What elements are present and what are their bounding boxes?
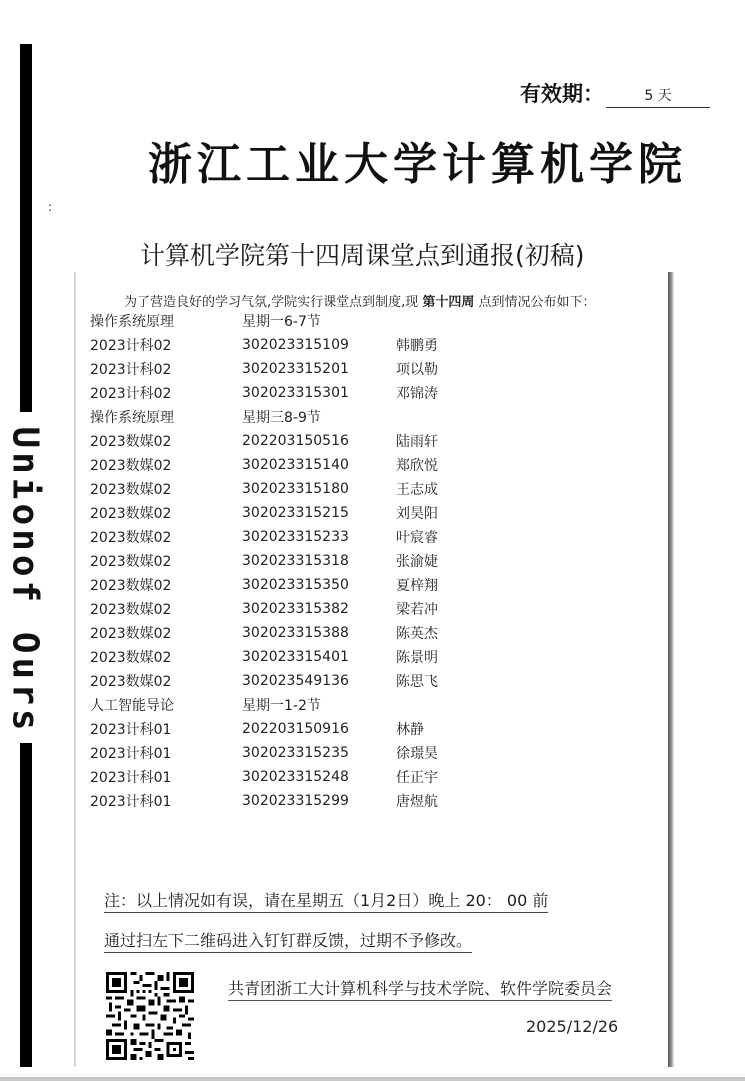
student-row [90,741,510,765]
student-id: 302023315382 [242,601,349,617]
student-row [90,333,510,357]
student-row [90,477,510,501]
course-name: 人工智能导论 [90,698,174,714]
student-id: 302023315201 [242,361,349,377]
student-class: 2023计科01 [90,746,172,762]
student-row [90,573,510,597]
student-class: 2023计科02 [90,386,172,402]
student-name: 陆雨轩 [396,434,438,450]
student-class: 2023数媒02 [90,530,172,546]
student-row [90,525,510,549]
committee-signature: 共青团浙工大计算机科学与技术学院、软件学院委员会 [228,978,612,1001]
student-class: 2023计科01 [90,770,172,786]
student-name: 邓锦涛 [396,386,438,402]
student-name: 叶宸睿 [396,530,438,546]
student-name: 王志成 [396,482,438,498]
student-class: 2023计科02 [90,338,172,354]
student-row [90,717,510,741]
section-header [90,405,510,429]
student-id: 302023315299 [242,793,349,809]
student-class: 2023计科02 [90,362,172,378]
student-class: 2023数媒02 [90,458,172,474]
student-class: 2023数媒02 [90,506,172,522]
student-row [90,789,510,813]
student-id: 302023315350 [242,577,349,593]
student-row [90,621,510,645]
student-id: 302023315248 [242,769,349,785]
student-id: 302023549136 [242,673,349,689]
vertical-brand-text: Unionof Ours [4,425,46,735]
student-row [90,669,510,693]
course-time: 星期一6-7节 [242,314,321,330]
student-id: 302023315233 [242,529,349,545]
intro-before: 为了营造良好的学习气氛,学院实行课堂点到制度,现 [124,295,423,310]
course-name: 操作系统原理 [90,410,174,426]
student-class: 2023数媒02 [90,578,172,594]
bottom-border [0,1077,745,1081]
student-id: 302023315109 [242,337,349,353]
student-id: 302023315180 [242,481,349,497]
student-id: 302023315401 [242,649,349,665]
student-name: 陈英杰 [396,626,438,642]
school-title: 浙江工业大学计算机学院 [148,139,687,190]
course-time: 星期三8-9节 [242,410,321,426]
student-row [90,429,510,453]
student-id: 302023315388 [242,625,349,641]
student-class: 2023数媒02 [90,602,172,618]
student-name: 唐煜航 [396,794,438,810]
note-line-1: 注：以上情况如有误，请在星期五（1月2日）晚上 20： 00 前 [104,890,548,913]
student-id: 302023315318 [242,553,349,569]
student-class: 2023计科01 [90,722,172,738]
student-id: 302023315140 [242,457,349,473]
student-row [90,501,510,525]
student-class: 2023数媒02 [90,674,172,690]
student-row [90,357,510,381]
student-name: 夏梓翔 [396,578,438,594]
student-id: 202203150916 [242,721,349,737]
student-id: 302023315215 [242,505,349,521]
student-name: 梁若冲 [396,602,438,618]
left-bar-bottom [20,743,32,1067]
student-row [90,381,510,405]
student-name: 徐璟昊 [396,746,438,762]
student-class: 2023数媒02 [90,554,172,570]
student-name: 韩鹏勇 [396,338,438,354]
student-class: 2023数媒02 [90,650,172,666]
student-name: 张渝婕 [396,554,438,570]
student-id: 302023315235 [242,745,349,761]
student-name: 刘昊阳 [396,506,438,522]
student-class: 2023数媒02 [90,626,172,642]
qr-code-icon[interactable] [106,972,194,1060]
course-time: 星期一1-2节 [242,698,321,714]
validity [520,78,710,108]
student-name: 郑欣悦 [396,458,438,474]
student-row [90,597,510,621]
student-class: 2023数媒02 [90,482,172,498]
student-name: 林静 [396,722,424,738]
validity-label: 有效期： [520,82,604,106]
student-name: 项以勒 [396,362,438,378]
section-header [90,309,510,333]
student-name: 任正宇 [396,770,438,786]
student-name: 陈思飞 [396,674,438,690]
course-name: 操作系统原理 [90,314,174,330]
student-id: 302023315301 [242,385,349,401]
student-row [90,453,510,477]
paper-edge-shadow [668,272,674,1067]
student-row [90,549,510,573]
intro-after: 点到情况公布如下： [474,295,596,310]
attendance-roster [90,309,510,813]
student-class: 2023数媒02 [90,434,172,450]
student-row [90,645,510,669]
note-line-2: 通过扫左下二维码进入钉钉群反馈，过期不予修改。 [104,930,472,953]
issue-date: 2025/12/26 [526,1017,619,1036]
intro-week: 第十四周 [422,295,475,310]
notice-title: 计算机学院第十四周课堂点到通报(初稿) [140,240,585,273]
student-class: 2023计科01 [90,794,172,810]
stray-mark: : [48,200,53,214]
vertical-brand [4,425,46,735]
section-header [90,693,510,717]
validity-value: 5 天 [606,85,710,108]
student-id: 202203150516 [242,433,349,449]
intro-text [124,291,596,310]
student-name: 陈景明 [396,650,438,666]
left-bar-top [20,44,32,412]
student-row [90,765,510,789]
